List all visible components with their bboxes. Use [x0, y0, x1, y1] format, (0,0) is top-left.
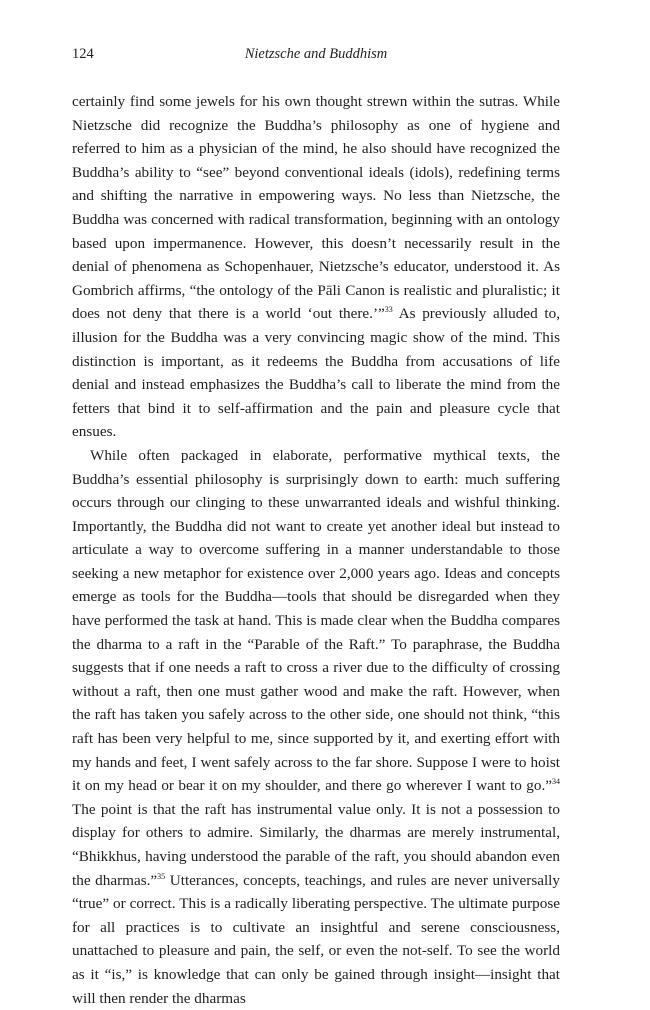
text-segment: certainly find some jewels for his own thought strewn within the sutras. While Nietzsche did recognize the Buddha’s philosophy as one of hygiene and referred to him as a physician of the mind, he also should have recognized the Buddha’s ability to “see” beyond conventional ideals (idols), redefining terms and shifting the narrative in empowering ways. No less than Nietzsche, the Buddha was concerned with radical transformation, beginning with an ontology based upon impermanence. However, this doesn’t necessarily result in the denial of phenomena as Schopenhauer, Nietzsche’s educator, understood it. As Gombrich affirms, “the ontology of the Pāli Canon is realistic and pluralistic; it does not deny that there is a world ‘out there.’” — [72, 93, 560, 323]
text-segment: The point is that the raft has instrumental value only. It is not a possession to display for others to admire. Similarly, the dharmas are merely instrumental, “Bhikkhus, having understood the parable of the raft, you should abandon even the dharmas.” — [72, 800, 560, 889]
body-text — [72, 90, 560, 1010]
running-title: Nietzsche and Buddhism — [244, 46, 388, 62]
page-number: 124 — [72, 46, 94, 62]
paragraph-1 — [72, 90, 560, 444]
text-segment: While often packaged in elaborate, performative mythical texts, the Buddha’s essential philosophy is surprisingly down to earth: much suffering occurs through our clinging to these unwarranted ideals and wishful thinking. Importantly, the Buddha did not want to create yet another ideal but instead to articulate a way to overcome suffering in a manner understandable to those seeking a new metaphor for existence over 2,000 years ago. Ideas and concepts emerge as tools for the Buddha—tools that should be disregarded when they have performed the task at hand. This is made clear when the Buddha compares the dharma to a raft in the “Parable of the Raft.” To paraphrase, the Buddha suggests that if one needs a raft to cross a river due to the difficulty of crossing without a raft, then one must gather wood and make the raft. However, when the raft has taken you safely across to the other side, one should not think, “this raft has been very helpful to me, since supported by it, and exerting effort with my hands and feet, I went safely across to the far shore. Suppose I were to hoist it on my head or bear it on my shoulder, and there go wherever I want to go.” — [72, 446, 560, 795]
page-header — [72, 46, 560, 66]
text-segment: Utterances, concepts, teachings, and rules are never universally “true” or correct. This is a radically liberating perspective. The ultimate purpose for all practices is to cultivate an insightful and serene consciousness, unattached to pleasure and pain, the self, or even the not-self. To see the world as it “is,” is knowledge that can only be gained through insight—insight that will then render the dharmas — [72, 871, 561, 1007]
footnote-ref-35: 35 — [157, 871, 166, 881]
footnote-ref-33: 33 — [384, 305, 393, 315]
text-segment: As previously alluded to, illusion for the Buddha was a very convincing magic show of the mind. This distinction is important, as it redeems the Buddha from accusations of life denial and instead emphasizes the Buddha’s call to liberate the mind from the fetters that bind it to self-affirmation and the pain and pleasure cycle that ensues. — [72, 305, 560, 441]
footnote-ref-34: 34 — [552, 777, 560, 787]
paragraph-2 — [72, 444, 560, 1010]
